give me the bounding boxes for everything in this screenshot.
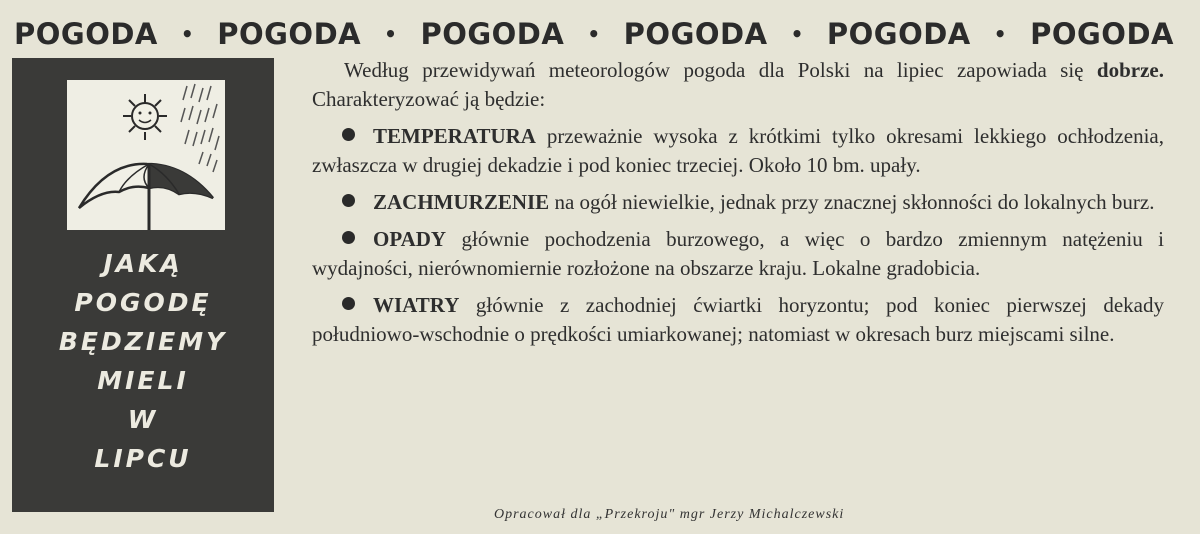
intro-paragraph [312, 56, 1164, 114]
forecast-item-precipitation [312, 225, 1164, 283]
bullet-icon [342, 194, 355, 207]
banner-separator: • [180, 22, 195, 46]
panel-title [12, 244, 274, 478]
intro-after: Charakteryzować ją będzie: [312, 87, 546, 111]
bullet-icon [342, 297, 355, 310]
forecast-item-temperature [312, 122, 1164, 180]
panel-title-line: JAKĄ [103, 249, 183, 278]
intro-emphasis: dobrze. [1096, 58, 1164, 82]
item-term: OPADY [373, 227, 447, 251]
banner-word: POGODA [14, 17, 158, 51]
sun-umbrella-illustration [67, 80, 225, 230]
forecast-item-clouds [312, 188, 1164, 217]
banner-word: POGODA [826, 17, 971, 51]
forecast-item-winds [312, 291, 1164, 349]
banner-separator: • [993, 22, 1008, 46]
header-banner [14, 14, 1174, 54]
banner-word: POGODA [1030, 17, 1174, 51]
forecast-text [312, 56, 1164, 357]
item-term: TEMPERATURA [373, 124, 536, 148]
panel-title-line: LIPCU [94, 444, 192, 473]
banner-word: POGODA [420, 17, 565, 51]
banner-separator: • [587, 22, 601, 46]
panel-title-line: POGODĘ [74, 288, 212, 317]
panel-title-line: BĘDZIEMY [58, 327, 228, 356]
side-panel [12, 58, 274, 512]
item-text: głównie pochodzenia burzowego, a więc o bardzo zmiennym natężeniu i wydajności, nierównomiernie rozłożone na obszarze kraju. Lokalne gradobicia. [312, 227, 1164, 280]
banner-word: POGODA [217, 17, 362, 51]
panel-title-line: W [127, 405, 159, 434]
sun-umbrella-icon [67, 80, 225, 230]
bullet-icon [342, 128, 355, 141]
item-text: głównie z zachodniej ćwiartki horyzontu; pod koniec pierwszej dekady południowo-wschodnie o prędkości umiarkowanej; natomiast w okresach burz miejscami silne. [312, 293, 1164, 346]
banner-separator: • [384, 22, 398, 46]
banner-word: POGODA [623, 17, 768, 51]
item-term: WIATRY [373, 293, 460, 317]
item-term: ZACHMURZENIE [373, 190, 550, 214]
item-text: przeważnie wysoka z krótkimi tylko okresami lekkiego ochłodzenia, zwłaszcza w drugiej dekadzie i pod koniec trzeciej. Około 10 bm. upały. [312, 124, 1164, 177]
panel-title-line: MIELI [97, 366, 189, 395]
bullet-icon [342, 231, 355, 244]
banner-separator: • [790, 22, 804, 46]
intro-before: Według przewidywań meteorologów pogoda dla Polski na lipiec zapowiada się [344, 58, 1097, 82]
author-credit: Opracował dla „Przekroju" mgr Jerzy Michalczewski [494, 507, 845, 522]
item-text: na ogół niewielkie, jednak przy znacznej skłonności do lokalnych burz. [549, 190, 1155, 214]
